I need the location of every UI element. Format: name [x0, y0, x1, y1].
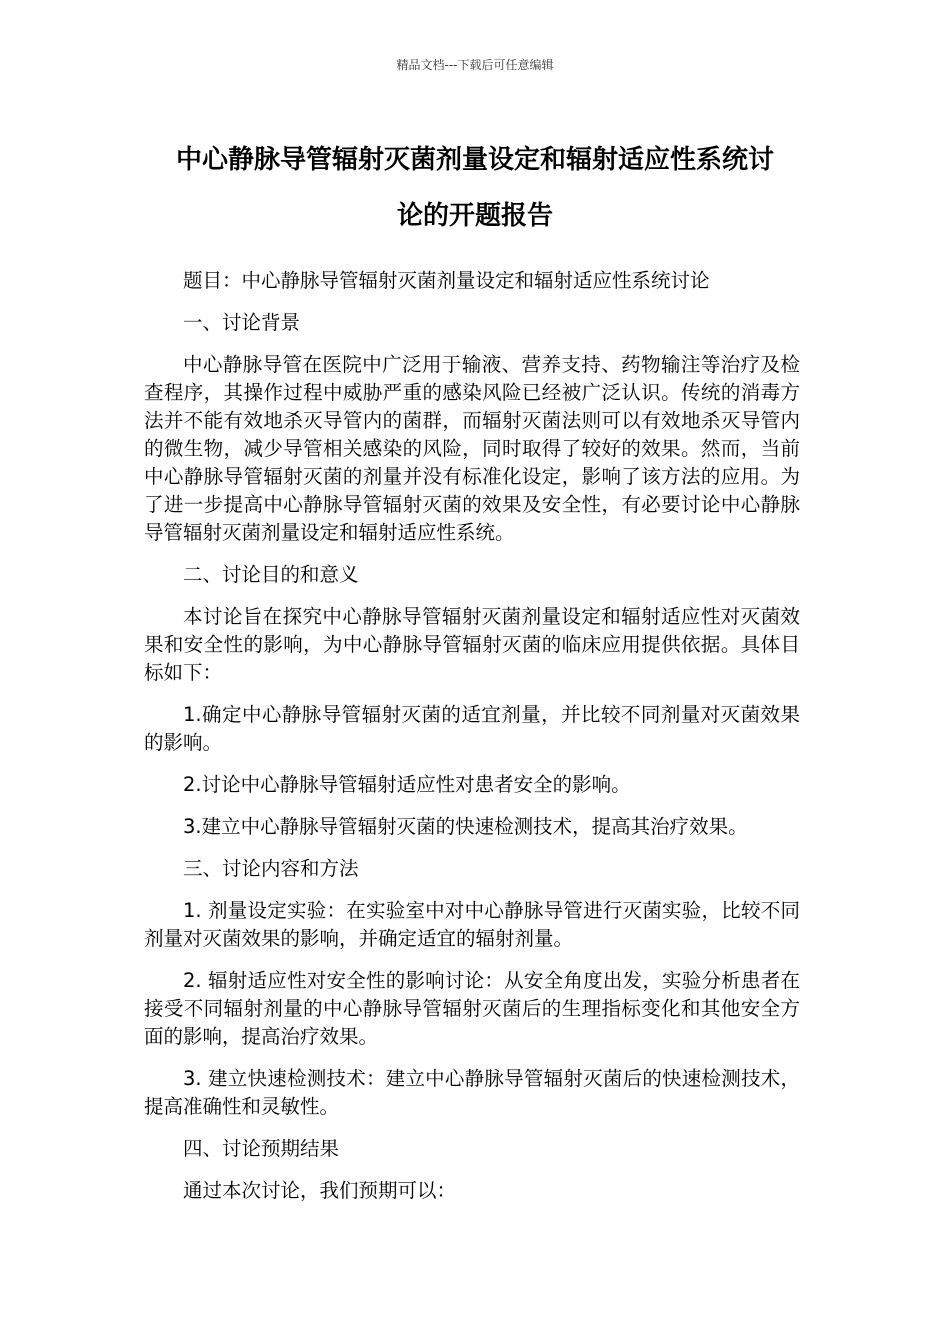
- document-title-line-1: 中心静脉导管辐射灭菌剂量设定和辐射适应性系统讨: [175, 145, 774, 175]
- document-title-line-2: 论的开题报告: [396, 201, 553, 231]
- method-item-3: 3. 建立快速检测技术：建立中心静脉导管辐射灭菌后的快速检测技术，提高准确性和灵敏性。: [144, 1067, 800, 1118]
- goal-item-1: 1.确定中心静脉导管辐射灭菌的适宜剂量，并比较不同剂量对灭菌效果的影响。: [144, 703, 800, 754]
- section-heading-expected-results: 四、讨论预期结果: [183, 1137, 340, 1160]
- expected-results-intro: 通过本次讨论，我们预期可以：: [183, 1179, 457, 1202]
- document-title: [140, 132, 810, 244]
- purpose-paragraph: 本讨论旨在探究中心静脉导管辐射灭菌剂量设定和辐射适应性对灭菌效果和安全性的影响，为中心静脉导管辐射灭菌的临床应用提供依据。具体目标如下：: [144, 605, 800, 684]
- page-header: 精品文档---下载后可任意编辑: [396, 58, 554, 72]
- goal-item-2: 2.讨论中心静脉导管辐射适应性对患者安全的影响。: [183, 773, 631, 796]
- background-paragraph: 中心静脉导管在医院中广泛用于输液、营养支持、药物输注等治疗及检查程序，其操作过程中威胁严重的感染风险已经被广泛认识。传统的消毒方法并不能有效地杀灭导管内的菌群，而辐射灭菌法则可以有效地杀灭导管内的微生物，减少导管相关感染的风险，同时取得了较好的效果。然而，当前中心静脉导管辐射灭菌的剂量并没有标准化设定，影响了该方法的应用。为了进一步提高中心静脉导管辐射灭菌的效果及安全性，有必要讨论中心静脉导管辐射灭菌剂量设定和辐射适应性系统。: [144, 353, 800, 544]
- method-item-1: 1. 剂量设定实验：在实验室中对中心静脉导管进行灭菌实验，比较不同剂量对灭菌效果的影响，并确定适宜的辐射剂量。: [144, 899, 800, 950]
- subject-line: 题目：中心静脉导管辐射灭菌剂量设定和辐射适应性系统讨论: [183, 269, 710, 292]
- section-heading-purpose: 二、讨论目的和意义: [183, 563, 359, 586]
- method-item-2: 2. 辐射适应性对安全性的影响讨论：从安全角度出发，实验分析患者在接受不同辐射剂量的中心静脉导管辐射灭菌后的生理指标变化和其他安全方面的影响，提高治疗效果。: [144, 969, 800, 1048]
- section-heading-background: 一、讨论背景: [183, 311, 301, 334]
- goal-item-3: 3.建立中心静脉导管辐射灭菌的快速检测技术，提高其治疗效果。: [183, 815, 748, 838]
- section-heading-methods: 三、讨论内容和方法: [183, 857, 359, 880]
- document-body: [144, 267, 800, 1219]
